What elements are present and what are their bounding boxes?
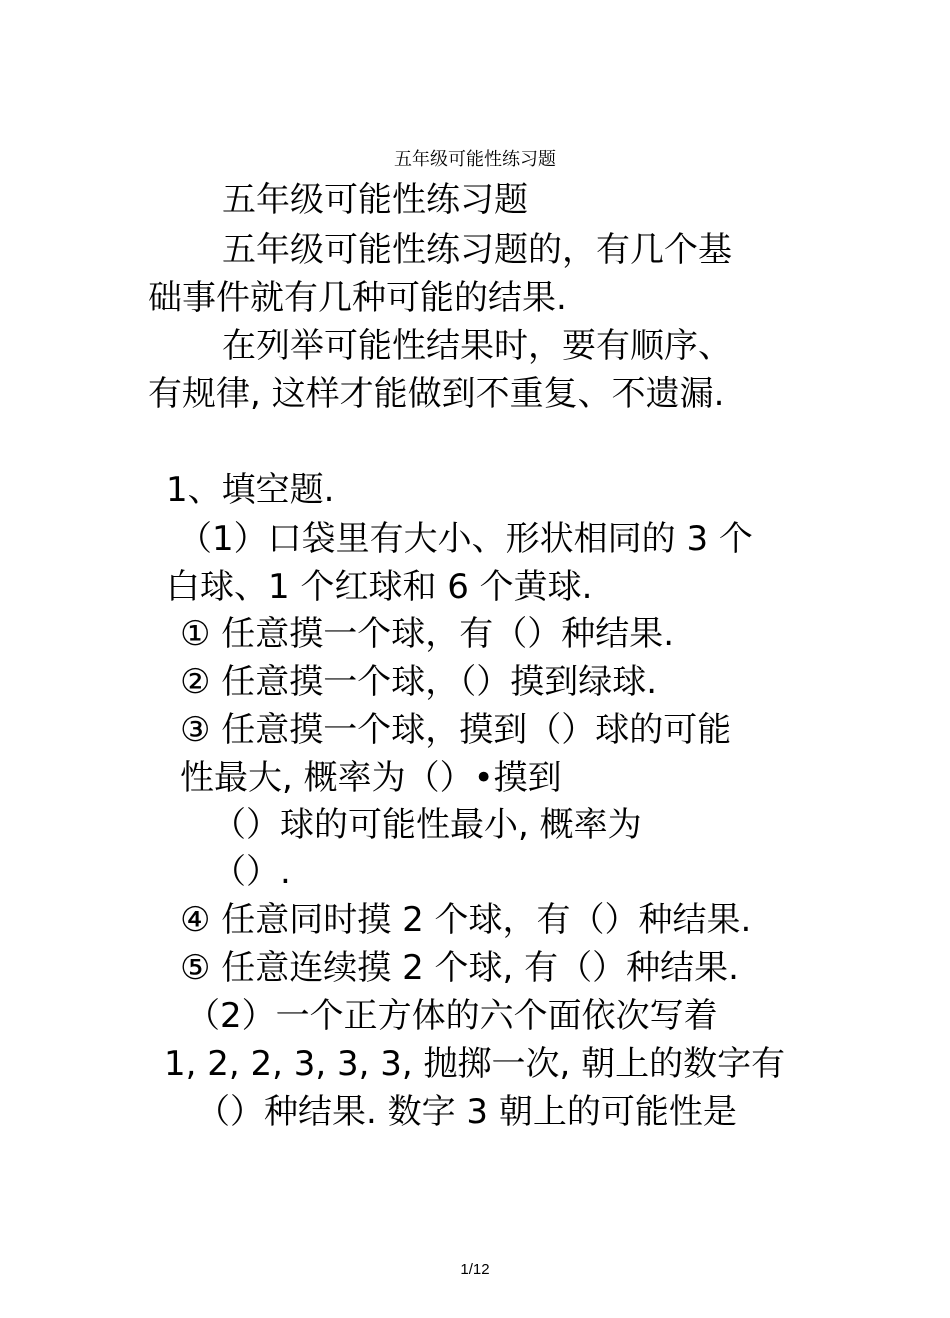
intro-paragraph-2-line-2: 有规律, 这样才能做到不重复、不遗漏. (148, 374, 725, 414)
question-1-line-2: 白球、1 个红球和 6 个黄球. (166, 567, 593, 607)
intro-paragraph-1-line-2: 础事件就有几种可能的结果. (148, 278, 567, 318)
question-1-item-e: ⑤ 任意连续摸 2 个球, 有（）种结果. (180, 948, 739, 988)
question-1-item-c-line-2: 性最大, 概率为（）•摸到 (180, 758, 562, 798)
question-1-line-1: （1）口袋里有大小、形状相同的 3 个 (178, 519, 753, 559)
question-1-item-c-line-1: ③ 任意摸一个球，摸到（）球的可能 (180, 710, 732, 750)
question-1-item-a: ① 任意摸一个球，有（）种结果. (180, 614, 675, 654)
question-1-item-d: ④ 任意同时摸 2 个球，有（）种结果. (180, 900, 752, 940)
question-1-item-b: ② 任意摸一个球，（）摸到绿球. (180, 662, 658, 702)
question-2-line-1: （2）一个正方体的六个面依次写着 (186, 996, 718, 1036)
page-number: 1/12 (460, 1261, 490, 1278)
question-1-item-c-line-3: （）球的可能性最小, 概率为 (212, 805, 642, 845)
section-heading-fill-in-blank: 1、填空题. (166, 470, 335, 510)
question-2-line-2: 1, 2, 2, 3, 3, 3, 抛掷一次, 朝上的数字有 (164, 1044, 786, 1084)
question-2-line-3: （）种结果. 数字 3 朝上的可能性是 (196, 1092, 737, 1132)
document-heading: 五年级可能性练习题 (222, 180, 528, 220)
page-header-title: 五年级可能性练习题 (394, 149, 556, 170)
intro-paragraph-1-line-1: 五年级可能性练习题的，有几个基 (222, 230, 732, 270)
question-1-item-c-line-4: （）. (212, 852, 291, 892)
intro-paragraph-2-line-1: 在列举可能性结果时，要有顺序、 (222, 326, 732, 366)
